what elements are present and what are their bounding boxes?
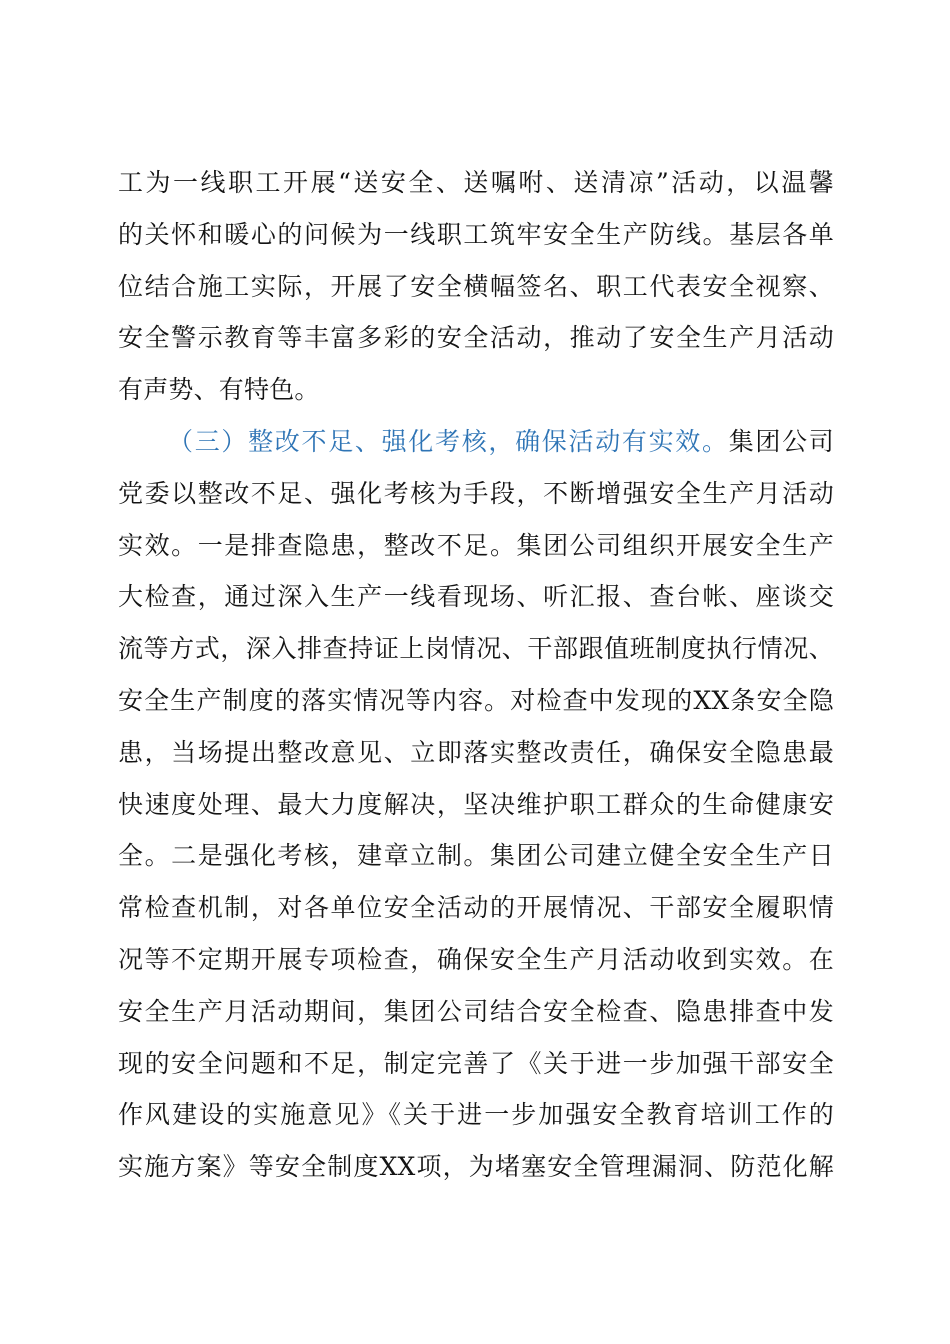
paragraph-line: 安全生产制度的落实情况等内容。对检查中发现的XX条安全隐: [118, 685, 834, 715]
paragraph-line: 有声势、有特色。: [118, 375, 320, 405]
section-heading-line: [118, 416, 834, 468]
paragraph-line: 全。二是强化考核，建章立制。集团公司建立健全安全生产日: [118, 841, 834, 871]
paragraph-line: 安全警示教育等丰富多彩的安全活动，推动了安全生产月活动: [118, 323, 834, 353]
document-body: [118, 157, 834, 1193]
paragraph-line: 工为一线职工开展“送安全、送嘱咐、送清凉”活动，以温馨: [118, 168, 834, 197]
paragraph-line: 位结合施工实际，开展了安全横幅签名、职工代表安全视察、: [118, 271, 834, 301]
paragraph-line: 患，当场提出整改意见、立即落实整改责任，确保安全隐患最: [118, 737, 834, 767]
paragraph-line: 的关怀和暖心的问候为一线职工筑牢安全生产防线。基层各单: [118, 219, 834, 249]
paragraph-line: 现的安全问题和不足，制定完善了《关于进一步加强干部安全: [118, 1048, 834, 1078]
paragraph-line: 流等方式，深入排查持证上岗情况、干部跟值班制度执行情况、: [118, 634, 834, 664]
paragraph-line: 常检查机制，对各单位安全活动的开展情况、干部安全履职情: [118, 893, 834, 923]
paragraph-line: 安全生产月活动期间，集团公司结合安全检查、隐患排查中发: [118, 996, 834, 1026]
paragraph-line: 实效。一是排查隐患，整改不足。集团公司组织开展安全生产: [118, 530, 834, 560]
heading-line-continuation: 集团公司: [728, 426, 835, 456]
paragraph-line: 况等不定期开展专项检查，确保安全生产月活动收到实效。在: [118, 944, 834, 974]
paragraph-line: 大检查，通过深入生产一线看现场、听汇报、查台帐、座谈交: [118, 582, 834, 612]
paragraph-line: 实施方案》等安全制度XX项，为堵塞安全管理漏洞、防范化解: [118, 1152, 834, 1182]
paragraph-line: 快速度处理、最大力度解决，坚决维护职工群众的生命健康安: [118, 789, 834, 819]
paragraph-line: 作风建设的实施意见》《关于进一步加强安全教育培训工作的: [118, 1100, 834, 1130]
paragraph-line: 党委以整改不足、强化考核为手段，不断增强安全生产月活动: [118, 478, 834, 508]
section-heading: （三）整改不足、强化考核，确保活动有实效。: [168, 426, 729, 456]
